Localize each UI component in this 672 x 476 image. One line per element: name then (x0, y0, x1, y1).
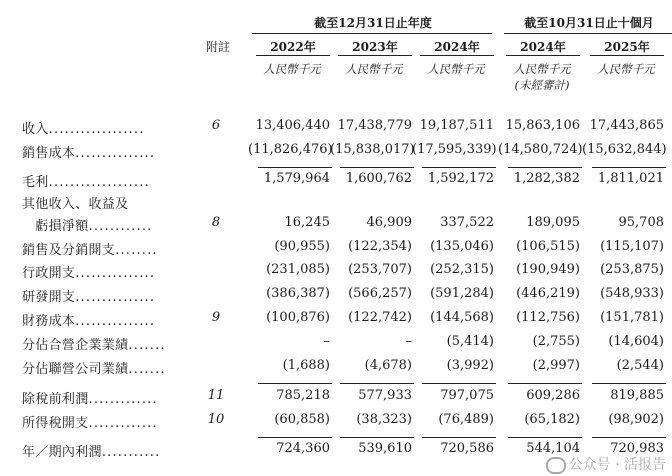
row-value: (115,107) (600, 239, 664, 254)
row-value: (122,742) (348, 310, 412, 325)
row-value: 17,443,865 (589, 118, 664, 133)
subtotal-rule (592, 167, 666, 168)
row-label (22, 239, 158, 258)
row-value: 1,592,172 (427, 171, 494, 186)
group-header-ten-months: 截至10月31日止十個月 (524, 16, 654, 30)
unit-label: 人民幣千元 (427, 62, 485, 76)
year-underline (338, 55, 412, 56)
row-value: (65,182) (524, 412, 580, 427)
leader-dots: ................... (48, 175, 150, 190)
year-2023: 2023年 (352, 40, 398, 54)
row-value: 1,600,762 (345, 171, 412, 186)
row-value: (60,858) (274, 412, 330, 427)
row-label-text: 年／期內利潤 (22, 445, 102, 460)
row-label-text: 分佔合營企業業績 (22, 338, 129, 353)
note-column-header: 附註 (206, 40, 231, 54)
leader-dots: ....... (128, 362, 166, 377)
wechat-icon (546, 457, 566, 474)
watermark (546, 454, 666, 474)
row-value: (144,568) (430, 310, 494, 325)
row-value: 95,708 (618, 215, 664, 230)
unit-label: 人民幣千元 (345, 62, 403, 76)
row-value: (231,085) (266, 262, 330, 277)
row-value: (106,515) (516, 239, 580, 254)
row-label-text: 銷售成本 (22, 146, 76, 161)
row-value: (14,604) (608, 334, 664, 349)
row-value: 577,933 (358, 388, 412, 403)
row-value: 1,811,021 (597, 171, 664, 186)
subtotal-rule (508, 383, 582, 384)
row-value: 17,438,779 (337, 118, 412, 133)
row-value: 16,245 (284, 215, 330, 230)
row-label (22, 412, 158, 431)
row-label (22, 388, 158, 407)
row-value: (11,826,476) (248, 142, 333, 157)
row-label (22, 334, 166, 353)
row-value: 46,909 (366, 215, 412, 230)
row-label-text: 研發開支 (22, 290, 76, 305)
row-value: (100,876) (266, 310, 330, 325)
row-label (22, 262, 155, 281)
row-value: 337,522 (440, 215, 494, 230)
leader-dots: .................. (48, 122, 145, 137)
row-label (22, 358, 166, 377)
row-label (22, 142, 155, 161)
subtotal-rule (422, 437, 496, 438)
row-value: 720,586 (440, 441, 494, 456)
row-value: 720,983 (610, 441, 664, 456)
row-note: 6 (211, 118, 221, 133)
row-label-text: 分佔聯營公司業績 (22, 362, 129, 377)
row-value: (135,046) (430, 239, 494, 254)
row-value: (98,902) (608, 412, 664, 427)
header-rule-ten-months (504, 33, 672, 34)
leader-dots: ....... (128, 338, 166, 353)
row-value: (90,955) (274, 239, 330, 254)
row-value: (151,781) (600, 310, 664, 325)
row-value: 1,282,382 (513, 171, 580, 186)
row-label-text: 其他收入、收益及 (22, 197, 129, 212)
subtotal-rule (592, 383, 666, 384)
row-label (22, 193, 128, 212)
watermark-text: 公众号 · 活报告 (568, 457, 666, 473)
subtotal-rule (592, 437, 666, 438)
row-value: 13,406,440 (255, 118, 330, 133)
row-value: 189,095 (526, 215, 580, 230)
row-label (22, 441, 160, 460)
row-value: (252,315) (430, 262, 494, 277)
group-header-full-year: 截至12月31日止年度 (314, 16, 432, 30)
year-2024-ten-months: 2024年 (520, 40, 566, 54)
row-label (22, 171, 150, 190)
leader-dots: ............. (88, 392, 158, 407)
row-label (22, 286, 155, 305)
row-value: – (405, 334, 412, 349)
year-underline (420, 55, 494, 56)
row-value: 797,075 (440, 388, 494, 403)
row-value: 609,286 (526, 388, 580, 403)
unit-label: 人民幣千元 (597, 62, 655, 76)
unit-label: 人民幣千元 (263, 62, 321, 76)
subtotal-rule (508, 167, 582, 168)
row-label (22, 118, 145, 137)
row-note: 10 (207, 412, 225, 427)
row-value: (253,875) (600, 262, 664, 277)
row-value: (38,323) (356, 412, 412, 427)
row-label (22, 215, 153, 234)
subtotal-rule (258, 383, 332, 384)
row-value: 819,885 (610, 388, 664, 403)
header-rule-full-year (252, 33, 492, 34)
leader-dots: ............. (88, 416, 158, 431)
row-value: (566,257) (348, 286, 412, 301)
row-label (22, 310, 155, 329)
row-value: (15,632,844) (582, 142, 667, 157)
row-value: (548,933) (600, 286, 664, 301)
row-value: (591,284) (430, 286, 494, 301)
row-note: 9 (211, 310, 221, 325)
subtotal-rule (258, 437, 332, 438)
row-value: 1,579,964 (263, 171, 330, 186)
row-label-text: 虧損淨額 (22, 219, 89, 234)
row-value: 724,360 (276, 441, 330, 456)
row-value: (3,992) (446, 358, 494, 373)
row-value: (386,387) (266, 286, 330, 301)
year-2022: 2022年 (270, 40, 316, 54)
row-note: 8 (211, 215, 221, 230)
subtotal-rule (340, 437, 414, 438)
year-underline (506, 55, 580, 56)
row-value: (4,678) (364, 358, 412, 373)
row-value: (17,595,339) (412, 142, 497, 157)
year-2025-ten-months: 2025年 (604, 40, 650, 54)
year-underline (590, 55, 664, 56)
row-value: (446,219) (516, 286, 580, 301)
leader-dots: ............... (75, 266, 156, 281)
row-value: (76,489) (438, 412, 494, 427)
row-value: 785,218 (276, 388, 330, 403)
row-value: 15,863,106 (505, 118, 580, 133)
row-value: (15,838,017) (330, 142, 415, 157)
row-value: (14,580,724) (498, 142, 583, 157)
row-label-text: 所得稅開支 (22, 416, 89, 431)
leader-dots: ............... (75, 290, 156, 305)
row-value: (253,707) (348, 262, 412, 277)
row-label-text: 收入 (22, 122, 49, 137)
row-value: 19,187,511 (419, 118, 494, 133)
year-underline (256, 55, 330, 56)
row-value: (190,949) (516, 262, 580, 277)
row-value: 544,104 (526, 441, 580, 456)
leader-dots: ............... (75, 146, 156, 161)
row-value: – (323, 334, 330, 349)
row-label-text: 財務成本 (22, 314, 76, 329)
row-note: 11 (207, 388, 225, 403)
leader-dots: ............... (75, 314, 156, 329)
subtotal-rule (422, 383, 496, 384)
year-2024: 2024年 (434, 40, 480, 54)
row-value: (2,544) (616, 358, 664, 373)
row-value: (2,997) (532, 358, 580, 373)
subtotal-rule (422, 167, 496, 168)
row-value: (112,756) (516, 310, 580, 325)
row-value: (5,414) (446, 334, 494, 349)
unaudited-label: (未經審計) (514, 78, 570, 92)
row-value: (1,688) (282, 358, 330, 373)
row-label-text: 除稅前利潤 (22, 392, 89, 407)
leader-dots: ........ (115, 243, 158, 258)
row-label-text: 銷售及分銷開支 (22, 243, 116, 258)
unit-label: 人民幣千元 (513, 62, 571, 76)
subtotal-rule (340, 383, 414, 384)
row-value: (122,354) (348, 239, 412, 254)
subtotal-rule (508, 437, 582, 438)
row-value: 539,610 (358, 441, 412, 456)
subtotal-rule (258, 167, 332, 168)
subtotal-rule (340, 167, 414, 168)
row-value: (2,755) (532, 334, 580, 349)
leader-dots: ........... (101, 445, 161, 460)
row-label-text: 毛利 (22, 175, 49, 190)
leader-dots: ............ (88, 219, 153, 234)
row-label-text: 行政開支 (22, 266, 76, 281)
